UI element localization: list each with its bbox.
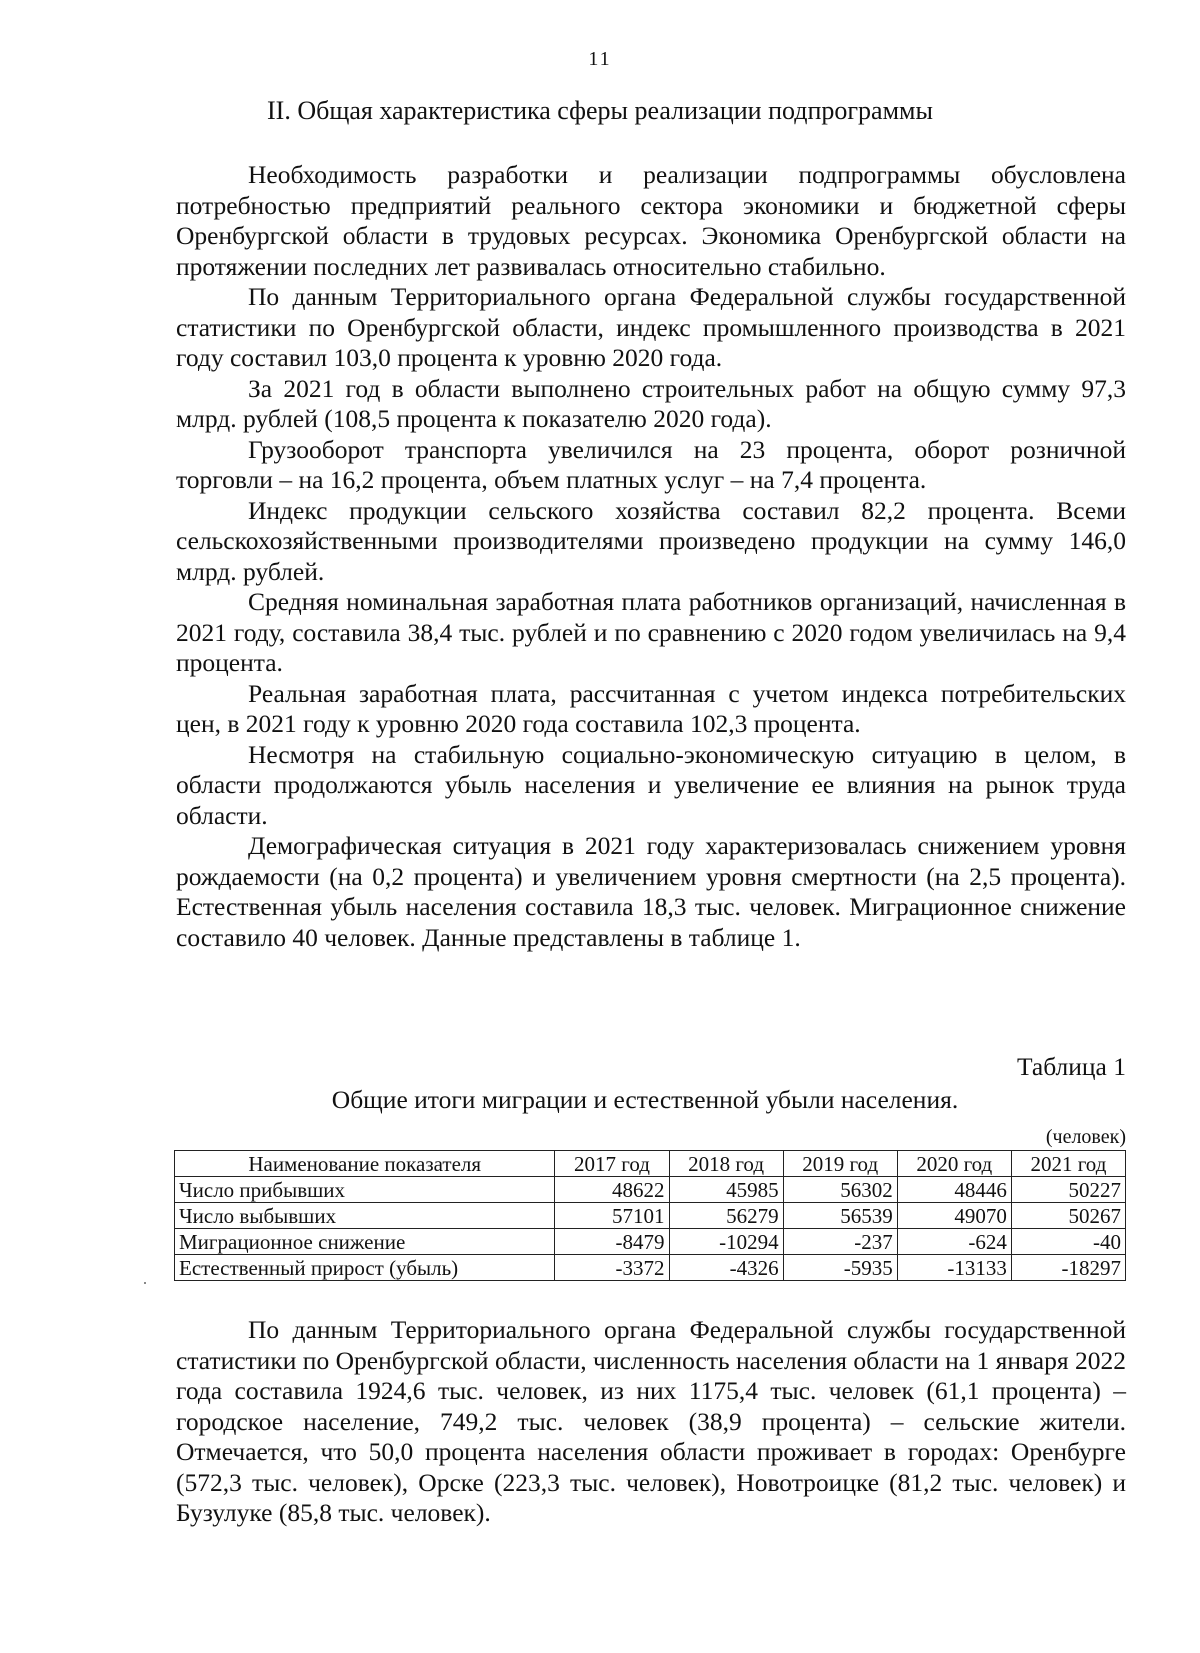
paragraph: Средняя номинальная заработная плата работников организаций, начисленная в 2021 году, составила 38,4 тыс. рублей и по сравнению с 2020 годом увеличилась на 9,4 процента. xyxy=(176,587,1126,677)
paragraph: Реальная заработная плата, рассчитанная с учетом индекса потребительских цен, в 2021 году к уровню 2020 года составила 102,3 процента. xyxy=(176,678,1126,738)
body-text-after-table xyxy=(176,1315,1126,1529)
column-header: 2018 год xyxy=(669,1151,783,1177)
table-cell: 48446 xyxy=(897,1177,1011,1203)
table-cell: 56279 xyxy=(669,1203,783,1229)
table-cell: 50227 xyxy=(1011,1177,1125,1203)
table-header-row xyxy=(175,1151,1126,1177)
table-cell: -40 xyxy=(1011,1229,1125,1255)
table-cell: -18297 xyxy=(1011,1255,1125,1281)
scan-speck xyxy=(144,1282,146,1284)
table-cell: -10294 xyxy=(669,1229,783,1255)
table-cell: -5935 xyxy=(783,1255,897,1281)
column-header: 2020 год xyxy=(897,1151,1011,1177)
section-title: II. Общая характеристика сферы реализации подпрограммы xyxy=(267,96,933,125)
table-cell: 48622 xyxy=(555,1177,669,1203)
table-cell: -8479 xyxy=(555,1229,669,1255)
page-number: 11 xyxy=(588,48,612,70)
paragraph: Индекс продукции сельского хозяйства составил 82,2 процента. Всеми сельскохозяйственными производителями произведено продукции на сумму 146,0 млрд. рублей. xyxy=(176,495,1126,586)
paragraph: Необходимость разработки и реализации подпрограммы обусловлена потребностью предприятий реального сектора экономики и бюджетной сферы Оренбургской области в трудовых ресурсах. Экономика Оренбургской области на протяжении последних лет развивалась относительно стабильно. xyxy=(176,160,1126,281)
table-cell: -624 xyxy=(897,1229,1011,1255)
body-text-before-table xyxy=(176,160,1126,953)
table-cell: Естественный прирост (убыль) xyxy=(175,1255,555,1281)
table-title: Общие итоги миграции и естественной убыли населения. xyxy=(331,1085,959,1114)
table-cell: 45985 xyxy=(669,1177,783,1203)
paragraph: По данным Территориального органа Федеральной службы государственной статистики по Оренбургской области, индекс промышленного производства в 2021 году составил 103,0 процента к уровню 2020 года. xyxy=(176,282,1126,372)
paragraph: По данным Территориального органа Федеральной службы государственной статистики по Оренбургской области, численность населения области на 1 января 2022 года составила 1924,6 тыс. человек, из них 1175,4 тыс. человек (61,1 процента) – городское население, 749,2 тыс. человек (38,9 процента) – сельские жители. Отмечается, что 50,0 процента населения области проживает в городах: Оренбурге (572,3 тыс. человек), Орске (223,3 тыс. человек), Новотроицке (81,2 тыс. человек) и Бузулуке (85,8 тыс. человек). xyxy=(176,1315,1126,1527)
column-header: 2021 год xyxy=(1011,1151,1125,1177)
table-row xyxy=(175,1177,1126,1203)
table-cell: Число выбывших xyxy=(175,1203,555,1229)
table-cell: 56302 xyxy=(783,1177,897,1203)
table-cell: 50267 xyxy=(1011,1203,1125,1229)
table-cell: 57101 xyxy=(555,1203,669,1229)
table-cell: Миграционное снижение xyxy=(175,1229,555,1255)
paragraph: Несмотря на стабильную социально-экономическую ситуацию в целом, в области продолжаются убыль населения и увеличение ее влияния на рынок труда области. xyxy=(176,739,1126,830)
table-cell: -3372 xyxy=(555,1255,669,1281)
table-cell: 56539 xyxy=(783,1203,897,1229)
paragraph: За 2021 год в области выполнено строительных работ на общую сумму 97,3 млрд. рублей (108,5 процента к показателю 2020 года). xyxy=(176,373,1126,433)
table-number-label: Таблица 1 xyxy=(1016,1052,1126,1081)
table-cell: -4326 xyxy=(669,1255,783,1281)
table-units: (человек) xyxy=(1045,1126,1126,1148)
table-cell: 49070 xyxy=(897,1203,1011,1229)
table-row xyxy=(175,1255,1126,1281)
table-row xyxy=(175,1229,1126,1255)
column-header: 2019 год xyxy=(783,1151,897,1177)
column-header: Наименование показателя xyxy=(175,1151,555,1177)
paragraph: Грузооборот транспорта увеличился на 23 процента, оборот розничной торговли – на 16,2 процента, объем платных услуг – на 7,4 процента. xyxy=(176,434,1126,494)
table-cell: -237 xyxy=(783,1229,897,1255)
table-row xyxy=(175,1203,1126,1229)
migration-table xyxy=(174,1150,1126,1281)
paragraph: Демографическая ситуация в 2021 году характеризовалась снижением уровня рождаемости (на 0,2 процента) и увеличением уровня смертности (на 2,5 процента). Естественная убыль населения составила 18,3 тыс. человек. Миграционное снижение составило 40 человек. Данные представлены в таблице 1. xyxy=(176,831,1126,952)
column-header: 2017 год xyxy=(555,1151,669,1177)
table-cell: -13133 xyxy=(897,1255,1011,1281)
table-cell: Число прибывших xyxy=(175,1177,555,1203)
